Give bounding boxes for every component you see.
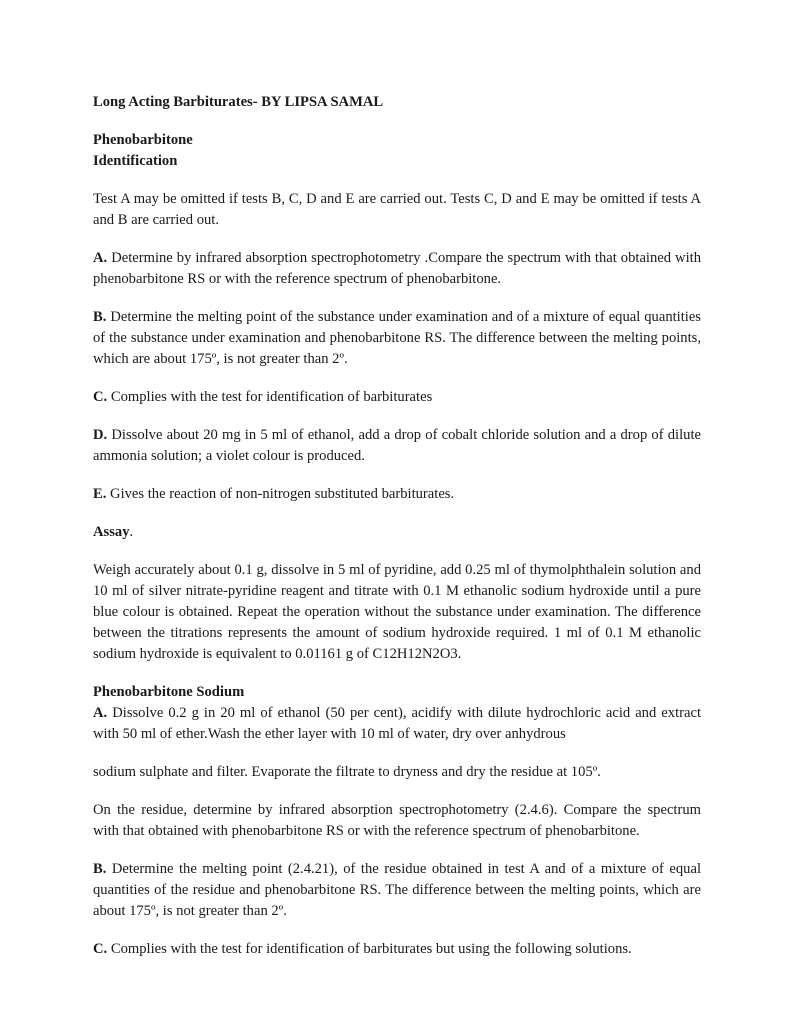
test-a-label: A. — [93, 250, 108, 266]
section-heading-phenobarbitone: Phenobarbitone — [93, 132, 193, 148]
sodium-test-a-continuation: sodium sulphate and filter. Evaporate the filtrate to dryness and dry the residue at 105º. — [93, 764, 601, 780]
test-c-label: C. — [93, 389, 108, 405]
section-heading-phenobarbitone-sodium: Phenobarbitone Sodium — [93, 684, 245, 700]
assay-heading-line — [93, 522, 701, 543]
test-b-paragraph — [93, 307, 701, 370]
sodium-test-a-label: A. — [93, 705, 108, 721]
sodium-test-c-label: C. — [93, 941, 108, 957]
sodium-test-a-text: Dissolve 0.2 g in 20 ml of ethanol (50 per cent), acidify with dilute hydrochloric acid and extract with 50 ml of ether.Wash the ether layer with 10 ml of water, dry over anhydrous — [93, 705, 701, 742]
test-b-label: B. — [93, 309, 107, 325]
document-title: Long Acting Barbiturates- BY LIPSA SAMAL — [93, 94, 384, 110]
sodium-test-c-paragraph — [93, 939, 701, 960]
subheading-identification: Identification — [93, 153, 178, 169]
test-a-paragraph — [93, 248, 701, 290]
sodium-test-b-label: B. — [93, 861, 107, 877]
test-d-paragraph — [93, 425, 701, 467]
sodium-test-a-residue: On the residue, determine by infrared absorption spectrophotometry (2.4.6). Compare the spectrum with that obtained with phenobarbitone RS or with the reference spectrum of phenobarbitone. — [93, 802, 701, 839]
assay-heading: Assay — [93, 524, 130, 540]
sodium-test-b-text: Determine the melting point (2.4.21), of the residue obtained in test A and of a mixture of equal quantities of the residue and phenobarbitone RS. The difference between the melting points, which are about 175º, is not greater than 2º. — [93, 861, 701, 919]
test-e-text: Gives the reaction of non-nitrogen substituted barbiturates. — [106, 486, 455, 502]
test-b-text: Determine the melting point of the substance under examination and of a mixture of equal quantities of the substance under examination and phenobarbitone RS. The difference between the melting points, which are about 175º, is not greater than 2º. — [93, 309, 701, 367]
assay-paragraph: Weigh accurately about 0.1 g, dissolve in 5 ml of pyridine, add 0.25 ml of thymolphthalein solution and 10 ml of silver nitrate-pyridine reagent and titrate with 0.1 M ethanolic sodium hydroxide until a pure blue colour is obtained. Repeat the operation without the substance under examination. The difference between the titrations represents the amount of sodium hydroxide required. 1 ml of 0.1 M ethanolic sodium hydroxide is equivalent to 0.01161 g of C12H12N2O3. — [93, 562, 701, 662]
section-phenobarbitone-header — [93, 130, 701, 172]
test-c-paragraph — [93, 387, 701, 408]
sodium-test-b-paragraph — [93, 859, 701, 922]
document-page — [93, 92, 701, 977]
test-a-text: Determine by infrared absorption spectrophotometry .Compare the spectrum with that obtained with phenobarbitone RS or with the reference spectrum of phenobarbitone. — [93, 250, 701, 287]
test-e-paragraph — [93, 484, 701, 505]
test-d-text: Dissolve about 20 mg in 5 ml of ethanol, add a drop of cobalt chloride solution and a drop of dilute ammonia solution; a violet colour is produced. — [93, 427, 701, 464]
test-e-label: E. — [93, 486, 107, 502]
identification-intro: Test A may be omitted if tests B, C, D and E are carried out. Tests C, D and E may be omitted if tests A and B are carried out. — [93, 191, 701, 228]
assay-heading-period: . — [129, 524, 134, 540]
sodium-test-a-paragraph — [93, 703, 701, 745]
test-d-label: D. — [93, 427, 108, 443]
sodium-test-c-text: Complies with the test for identification of barbiturates but using the following solutions. — [107, 941, 632, 957]
test-c-text: Complies with the test for identification of barbiturates — [107, 389, 433, 405]
